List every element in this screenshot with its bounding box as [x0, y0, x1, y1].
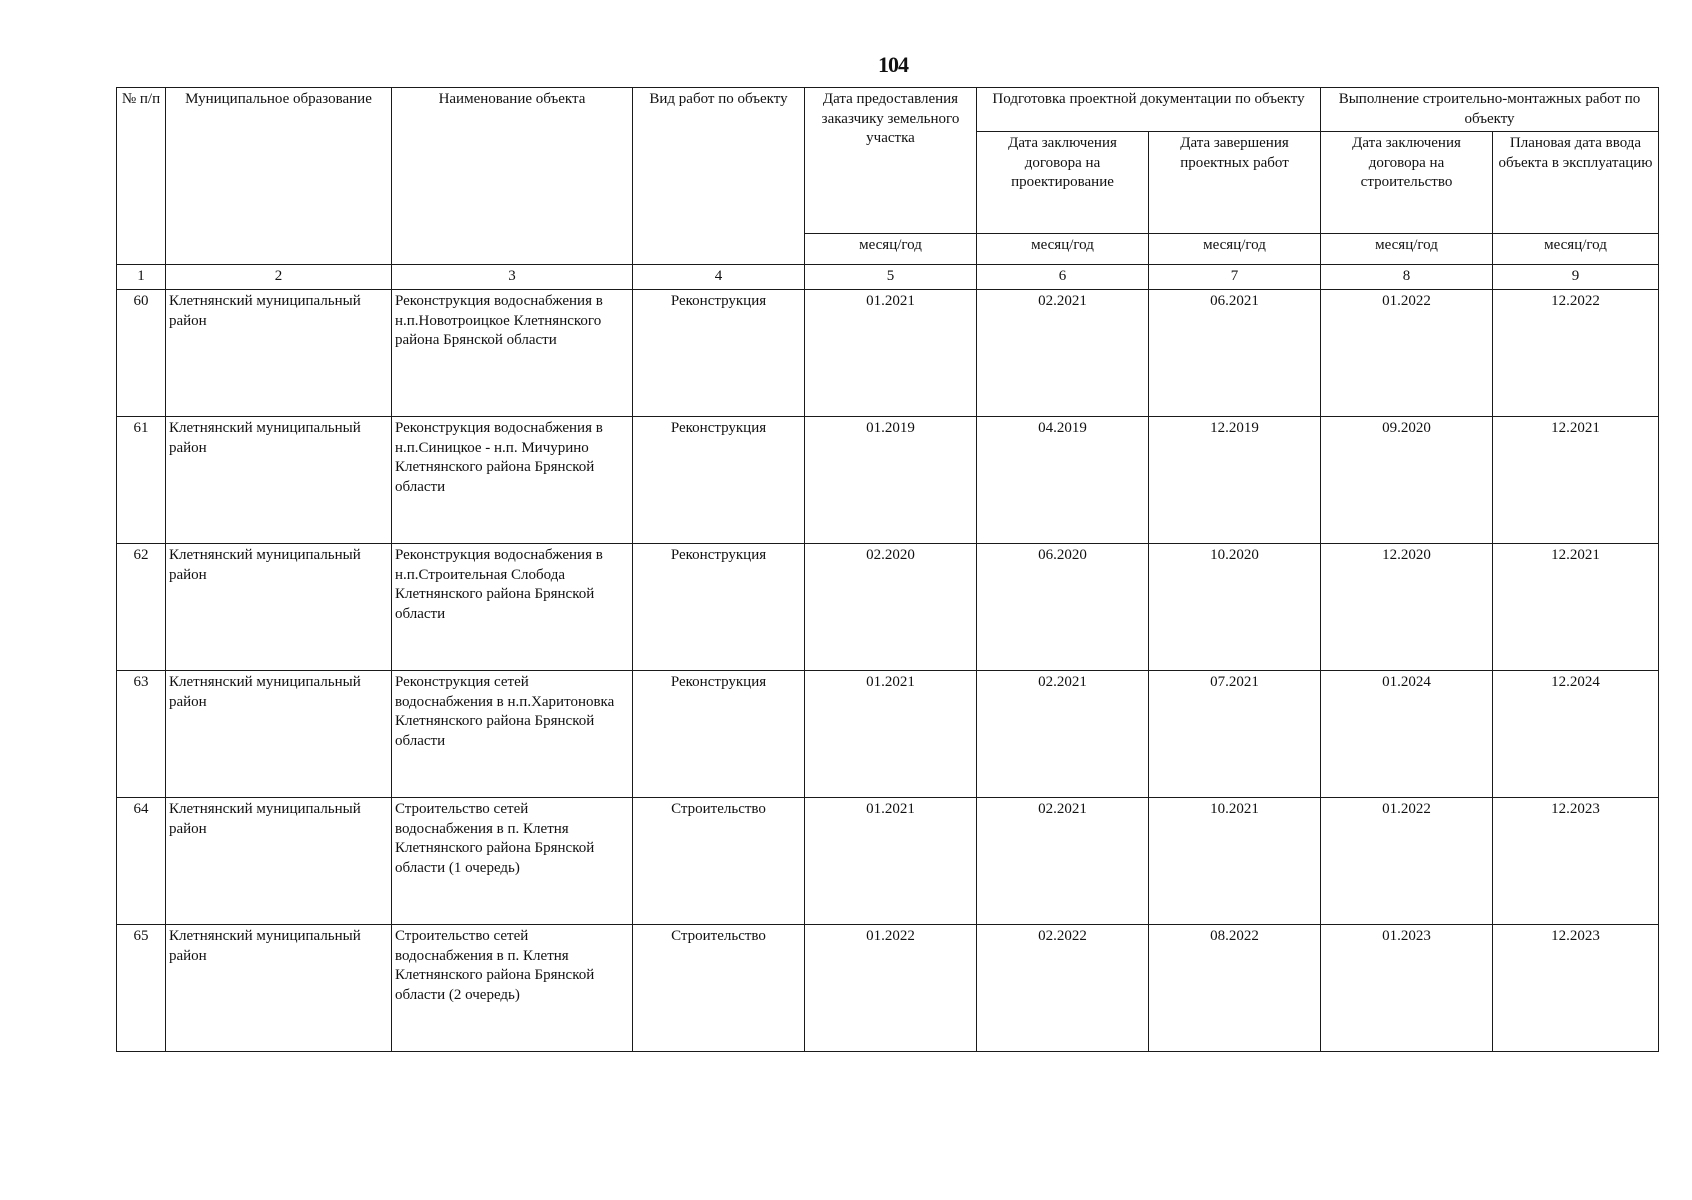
row-design-contract: 02.2022 — [977, 925, 1149, 1052]
column-number: 2 — [166, 265, 392, 290]
row-work-type: Реконструкция — [633, 417, 805, 544]
row-object: Реконструкция водоснабжения в н.п.Строительная Слобода Клетнянского района Брянской области — [392, 544, 633, 671]
column-number: 6 — [977, 265, 1149, 290]
row-design-end: 10.2020 — [1149, 544, 1321, 671]
row-land-date: 01.2022 — [805, 925, 977, 1052]
row-design-contract: 04.2019 — [977, 417, 1149, 544]
table-row — [117, 671, 1659, 798]
row-num: 61 — [117, 417, 166, 544]
row-num: 65 — [117, 925, 166, 1052]
table-row — [117, 544, 1659, 671]
table-row — [117, 417, 1659, 544]
row-design-contract: 02.2021 — [977, 671, 1149, 798]
header-build-contract: Дата заключения договора на строительство — [1321, 132, 1493, 234]
row-build-contract: 09.2020 — [1321, 417, 1493, 544]
row-build-contract: 01.2022 — [1321, 798, 1493, 925]
row-build-contract: 12.2020 — [1321, 544, 1493, 671]
row-build-contract: 01.2023 — [1321, 925, 1493, 1052]
row-work-type: Реконструкция — [633, 544, 805, 671]
column-number: 7 — [1149, 265, 1321, 290]
unit-label: месяц/год — [1149, 234, 1321, 265]
row-municipality: Клетнянский муниципальный район — [166, 798, 392, 925]
row-object: Реконструкция сетей водоснабжения в н.п.Харитоновка Клетнянского района Брянской области — [392, 671, 633, 798]
column-number: 3 — [392, 265, 633, 290]
header-object: Наименование объекта — [392, 88, 633, 265]
row-design-end: 12.2019 — [1149, 417, 1321, 544]
row-num: 64 — [117, 798, 166, 925]
header-group-construction: Выполнение строительно-монтажных работ по объекту — [1321, 88, 1659, 132]
table-row — [117, 290, 1659, 417]
row-municipality: Клетнянский муниципальный район — [166, 290, 392, 417]
header-num: № п/п — [117, 88, 166, 265]
row-design-contract: 02.2021 — [977, 290, 1149, 417]
header-design-end: Дата завершения проектных работ — [1149, 132, 1321, 234]
row-build-contract: 01.2022 — [1321, 290, 1493, 417]
row-design-end: 06.2021 — [1149, 290, 1321, 417]
column-number: 4 — [633, 265, 805, 290]
row-land-date: 01.2019 — [805, 417, 977, 544]
row-num: 63 — [117, 671, 166, 798]
header-land-date: Дата предоставления заказчику земельного участка — [805, 88, 977, 234]
header-design-contract: Дата заключения договора на проектирование — [977, 132, 1149, 234]
row-land-date: 02.2020 — [805, 544, 977, 671]
row-commission: 12.2023 — [1493, 798, 1659, 925]
unit-label: месяц/год — [1493, 234, 1659, 265]
header-municipality: Муниципальное образование — [166, 88, 392, 265]
row-design-contract: 06.2020 — [977, 544, 1149, 671]
row-work-type: Реконструкция — [633, 290, 805, 417]
row-municipality: Клетнянский муниципальный район — [166, 417, 392, 544]
unit-label: месяц/год — [1321, 234, 1493, 265]
page-number: 104 — [878, 52, 908, 77]
row-object: Строительство сетей водоснабжения в п. Клетня Клетнянского района Брянской области (2 очередь) — [392, 925, 633, 1052]
column-number: 9 — [1493, 265, 1659, 290]
row-object: Реконструкция водоснабжения в н.п.Новотроицкое Клетнянского района Брянской области — [392, 290, 633, 417]
column-number-row — [117, 265, 1659, 290]
row-commission: 12.2024 — [1493, 671, 1659, 798]
column-number: 8 — [1321, 265, 1493, 290]
row-municipality: Клетнянский муниципальный район — [166, 544, 392, 671]
row-work-type: Реконструкция — [633, 671, 805, 798]
table-row — [117, 798, 1659, 925]
row-design-end: 10.2021 — [1149, 798, 1321, 925]
objects-table — [116, 87, 1659, 1052]
row-commission: 12.2021 — [1493, 417, 1659, 544]
header-commission: Плановая дата ввода объекта в эксплуатацию — [1493, 132, 1659, 234]
row-num: 60 — [117, 290, 166, 417]
row-municipality: Клетнянский муниципальный район — [166, 671, 392, 798]
row-build-contract: 01.2024 — [1321, 671, 1493, 798]
row-work-type: Строительство — [633, 925, 805, 1052]
row-commission: 12.2022 — [1493, 290, 1659, 417]
row-design-contract: 02.2021 — [977, 798, 1149, 925]
row-object: Реконструкция водоснабжения в н.п.Синицкое - н.п. Мичурино Клетнянского района Брянской области — [392, 417, 633, 544]
row-num: 62 — [117, 544, 166, 671]
row-land-date: 01.2021 — [805, 798, 977, 925]
row-commission: 12.2021 — [1493, 544, 1659, 671]
row-municipality: Клетнянский муниципальный район — [166, 925, 392, 1052]
row-object: Строительство сетей водоснабжения в п. Клетня Клетнянского района Брянской области (1 очередь) — [392, 798, 633, 925]
row-work-type: Строительство — [633, 798, 805, 925]
row-design-end: 08.2022 — [1149, 925, 1321, 1052]
unit-label: месяц/год — [805, 234, 977, 265]
table-row — [117, 925, 1659, 1052]
column-number: 1 — [117, 265, 166, 290]
unit-label: месяц/год — [977, 234, 1149, 265]
row-design-end: 07.2021 — [1149, 671, 1321, 798]
header-group-design: Подготовка проектной документации по объекту — [977, 88, 1321, 132]
row-commission: 12.2023 — [1493, 925, 1659, 1052]
row-land-date: 01.2021 — [805, 671, 977, 798]
column-number: 5 — [805, 265, 977, 290]
header-work-type: Вид работ по объекту — [633, 88, 805, 265]
row-land-date: 01.2021 — [805, 290, 977, 417]
